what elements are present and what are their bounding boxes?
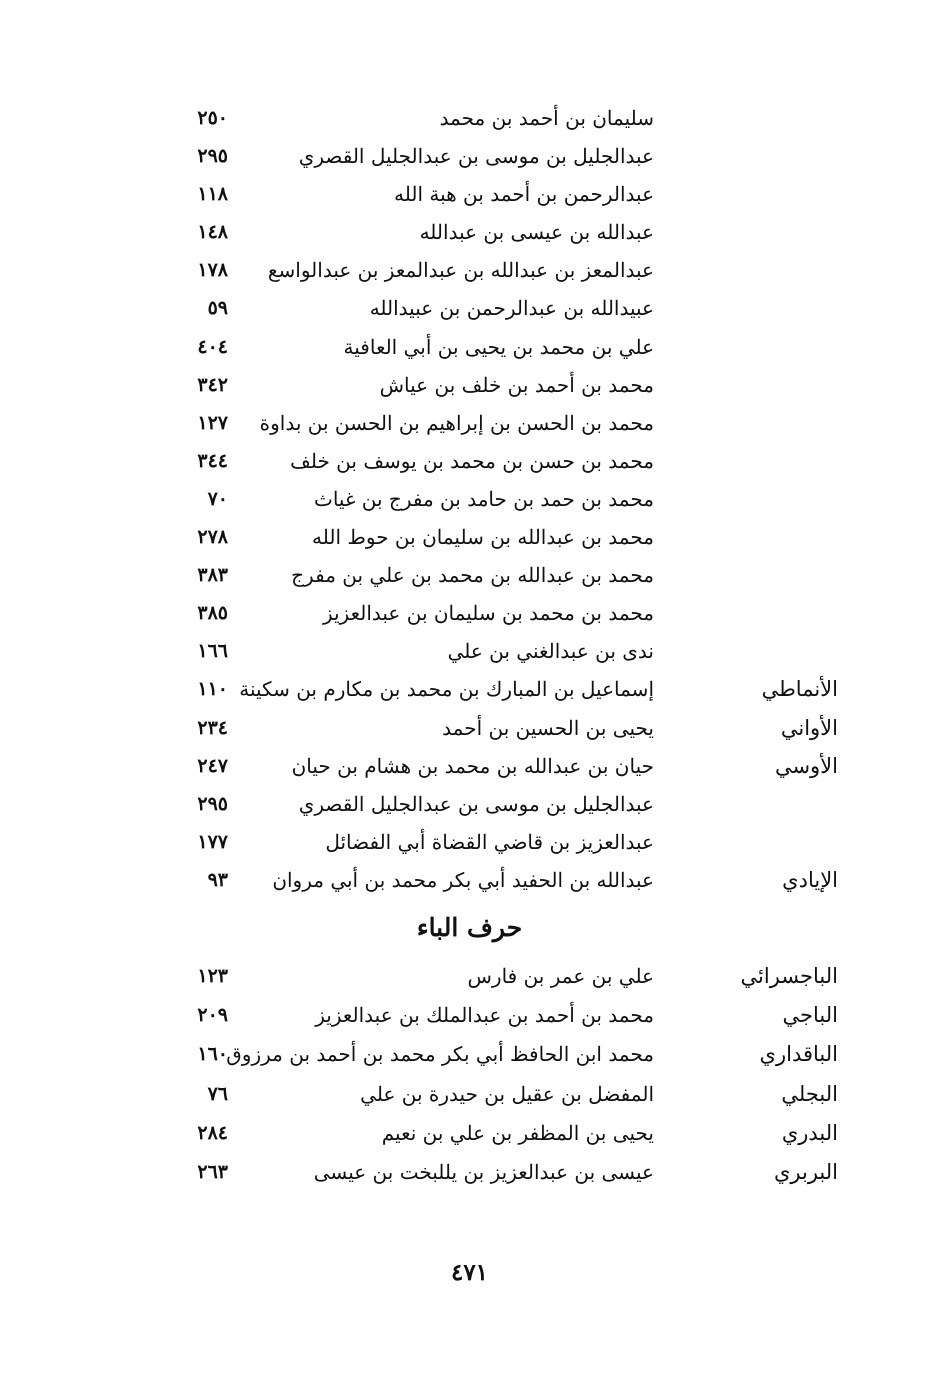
entry-page: ٣٨٣: [197, 564, 228, 587]
index-entry: [0, 480, 939, 518]
entry-name: عبدالعزيز بن قاضي القضاة أبي الفضائل: [325, 829, 654, 854]
entry-nisba: الباقداري: [759, 1042, 838, 1067]
entry-name: عبدالجليل بن موسى بن عبدالجليل القصري: [298, 791, 654, 816]
index-entry: [0, 996, 939, 1035]
entry-nisba: الأواني: [780, 715, 838, 740]
entry-name: محمد بن عبدالله بن سليمان بن حوط الله: [312, 525, 654, 550]
index-entry: [0, 175, 939, 213]
entry-name: محمد بن أحمد بن خلف بن عياش: [379, 372, 654, 397]
entry-page: ١٤٨: [197, 221, 228, 244]
entry-name: محمد بن أحمد بن عبدالملك بن عبدالعزيز: [315, 1003, 654, 1028]
index-entry: [0, 632, 939, 670]
index-entry: [0, 328, 939, 366]
index-entry: [0, 213, 939, 251]
entry-name: سليمان بن أحمد بن محمد: [439, 106, 654, 130]
entry-name: عيسى بن عبدالعزيز بن يللبخت بن عيسى: [313, 1159, 654, 1184]
entry-name: عبدالجليل بن موسى بن عبدالجليل القصري: [298, 144, 654, 169]
page-number: ٤٧١: [450, 1259, 489, 1286]
entry-name: ندى بن عبدالغني بن علي: [447, 639, 654, 664]
index-entry: [0, 518, 939, 556]
index-entry: [0, 1114, 939, 1153]
section-heading: حرف الباء: [416, 913, 523, 942]
entry-name: يحيى بن الحسين بن أحمد: [442, 715, 654, 740]
entry-name: إسماعيل بن المبارك بن محمد بن مكارم بن سكينة: [239, 677, 654, 702]
entry-page: ١٧٨: [197, 259, 228, 282]
index-entry: [0, 861, 939, 899]
entry-page: ٧٦: [207, 1082, 228, 1105]
entry-nisba: الأوسي: [774, 753, 838, 778]
index-entry: [0, 137, 939, 175]
entry-name: عبدالله بن عيسى بن عبدالله: [419, 220, 654, 245]
entry-page: ٢٩٥: [197, 145, 228, 168]
entry-page: ٢٦٣: [197, 1160, 228, 1183]
index-entry: [0, 1035, 939, 1074]
entry-nisba: الباجسرائي: [740, 964, 838, 988]
entry-page: ٢٨٤: [197, 1121, 228, 1144]
entry-name: عبدالرحمن بن أحمد بن هبة الله: [394, 182, 654, 207]
index-entry: [0, 366, 939, 404]
entry-name: محمد بن محمد بن سليمان بن عبدالعزيز: [322, 601, 654, 626]
entry-name: يحيى بن المظفر بن علي بن نعيم: [381, 1120, 654, 1145]
entry-page: ٢٣٤: [197, 716, 228, 739]
entry-page: ٩٣: [207, 868, 228, 891]
entry-page: ١٢٣: [197, 965, 228, 987]
entry-name: عبدالمعز بن عبدالله بن عبدالمعز بن عبدالواسع: [267, 258, 654, 283]
index-entry: [0, 785, 939, 823]
entry-name: المفضل بن عقيل بن حيدرة بن علي: [360, 1081, 654, 1106]
entry-page: ٢٩٥: [197, 792, 228, 815]
index-entry: [0, 670, 939, 708]
entry-page: ١٧٧: [197, 830, 228, 853]
entry-name: محمد ابن الحافظ أبي بكر محمد بن أحمد بن مرزوق: [226, 1042, 654, 1067]
index-entry: [0, 1153, 939, 1192]
entry-page: ١١٨: [197, 183, 228, 206]
entry-page: ٧٠: [207, 487, 228, 510]
index-entry: [0, 251, 939, 289]
entry-name: محمد بن عبدالله بن محمد بن علي بن مفرج: [291, 563, 654, 588]
index-entry: [0, 1075, 939, 1114]
entry-page: ٣٨٥: [197, 602, 228, 625]
entry-nisba: الإيادي: [782, 867, 838, 892]
entry-name: عبيدالله بن عبدالرحمن بن عبيدالله: [369, 296, 654, 321]
entry-nisba: الباجي: [782, 1003, 838, 1028]
entry-name: علي بن محمد بن يحيى بن أبي العافية: [343, 334, 654, 359]
entry-page: ٣٤٤: [197, 449, 228, 472]
entry-nisba: الأنماطي: [761, 677, 838, 702]
entry-name: علي بن عمر بن فارس: [467, 964, 654, 988]
index-entry: [0, 556, 939, 594]
entry-page: ١٢٧: [197, 411, 228, 434]
entry-name: محمد بن حمد بن حامد بن مفرج بن غياث: [314, 486, 654, 511]
entry-page: ٢٠٩: [197, 1004, 228, 1027]
entry-page: ٢٤٧: [197, 754, 228, 777]
entry-name: محمد بن حسن بن محمد بن يوسف بن خلف: [290, 448, 654, 473]
index-list-ba: [0, 957, 939, 1192]
entry-page: ٣٤٢: [197, 373, 228, 396]
entry-name: محمد بن الحسن بن إبراهيم بن الحسن بن بداوة: [259, 410, 654, 435]
index-entry: [0, 823, 939, 861]
entry-page: ١١٠: [197, 678, 228, 701]
index-entry: [0, 594, 939, 632]
index-entry: [0, 99, 939, 137]
index-entry: [0, 747, 939, 785]
entry-nisba: البربري: [773, 1159, 838, 1184]
entry-page: ٢٧٨: [197, 526, 228, 549]
entry-page: ١٦٦: [197, 640, 228, 663]
index-entry: [0, 957, 939, 996]
entry-page: ٥٩: [207, 297, 228, 320]
index-entry: [0, 442, 939, 480]
entry-page: ٤٠٤: [197, 335, 228, 358]
entry-page: ١٦٠: [197, 1043, 228, 1066]
entry-name: حيان بن عبدالله بن محمد بن هشام بن حيان: [291, 753, 654, 778]
index-entry: [0, 404, 939, 442]
index-entry: [0, 289, 939, 327]
entry-nisba: البدري: [781, 1120, 838, 1145]
index-entry: [0, 709, 939, 747]
entry-page: ٢٥٠: [197, 107, 228, 129]
index-list-alif: [0, 99, 939, 899]
entry-nisba: البجلي: [781, 1081, 838, 1106]
entry-name: عبدالله بن الحفيد أبي بكر محمد بن أبي مروان: [272, 867, 654, 892]
